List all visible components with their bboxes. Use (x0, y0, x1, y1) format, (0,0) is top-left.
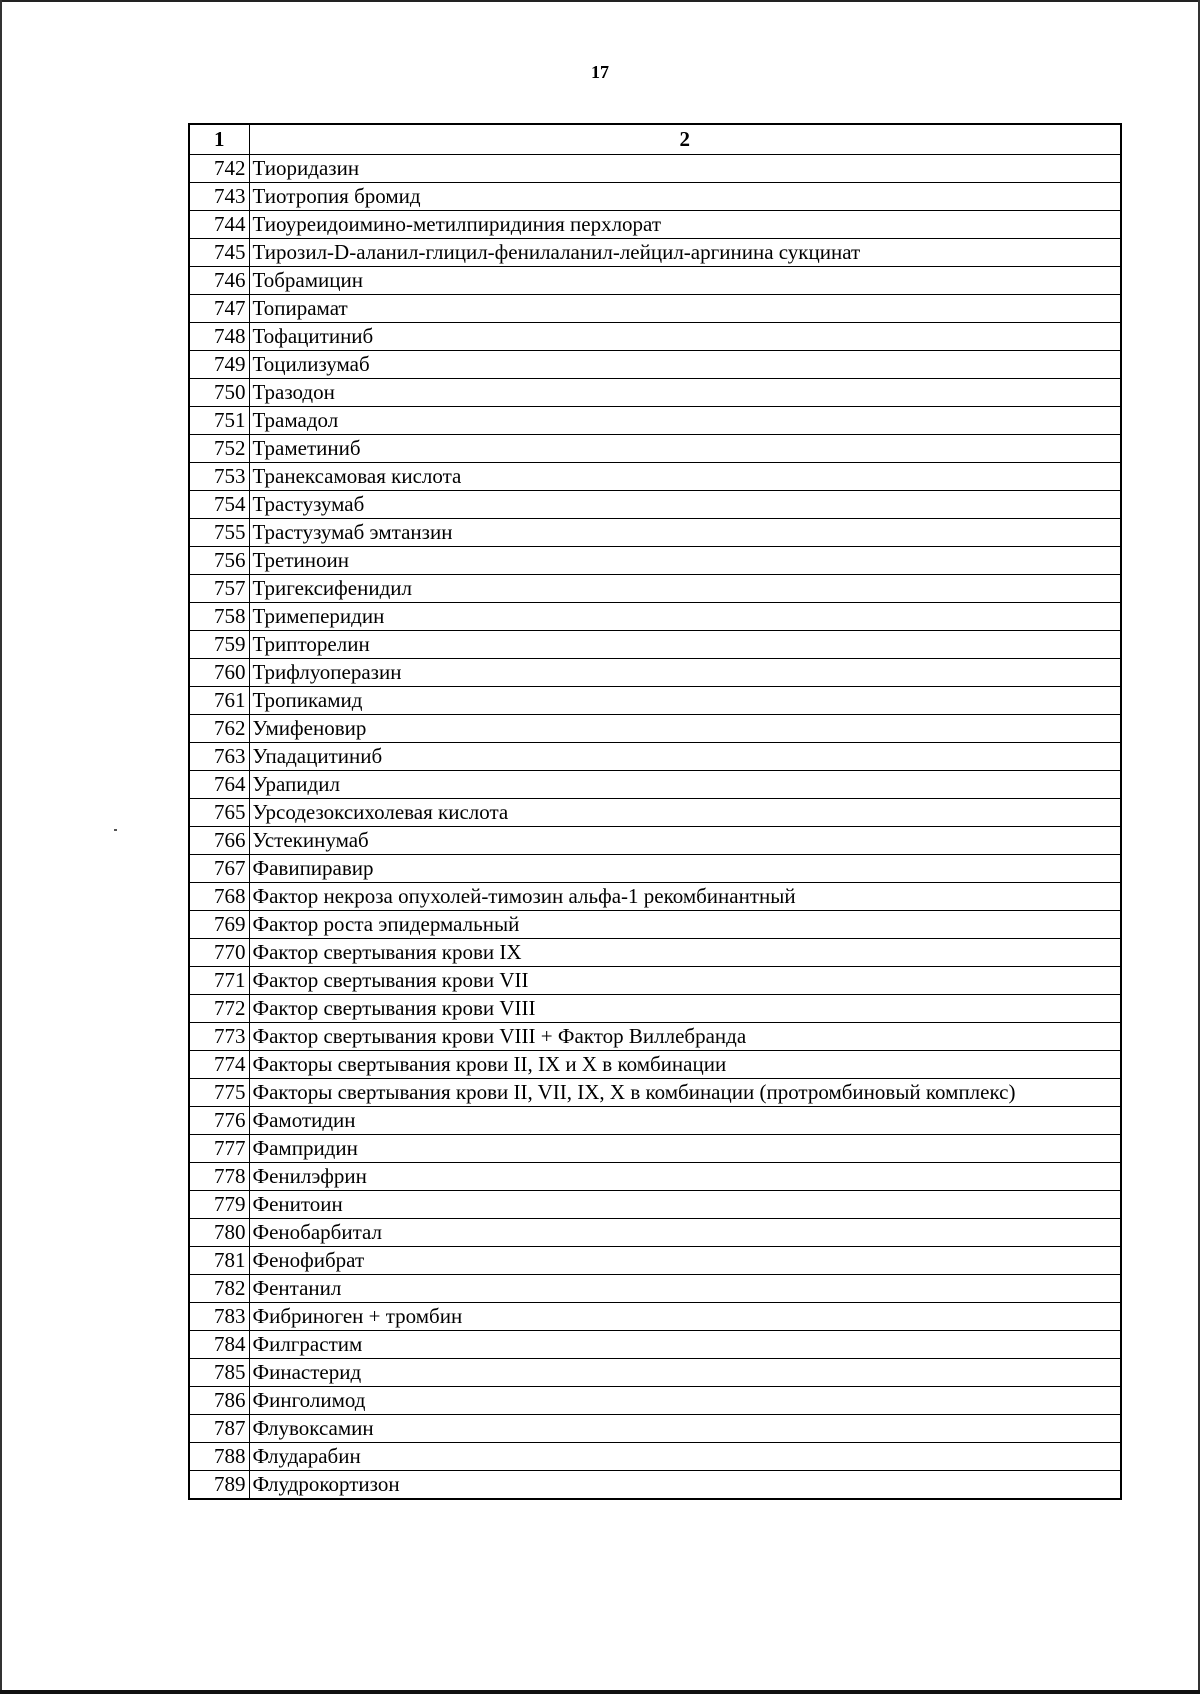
row-number: 771 (189, 967, 249, 995)
substance-name: Фактор свертывания крови VIII + Фактор Виллебранда (249, 1023, 1121, 1051)
substance-name: Фактор свертывания крови VIII (249, 995, 1121, 1023)
substance-name: Тобрамицин (249, 267, 1121, 295)
table-row (189, 379, 1121, 407)
substance-name: Фавипиравир (249, 855, 1121, 883)
substance-name: Фактор роста эпидермальный (249, 911, 1121, 939)
row-number: 763 (189, 743, 249, 771)
row-number: 743 (189, 183, 249, 211)
table-row (189, 183, 1121, 211)
table-row (189, 1079, 1121, 1107)
row-number: 759 (189, 631, 249, 659)
substance-name: Финастерид (249, 1359, 1121, 1387)
substance-name: Трастузумаб (249, 491, 1121, 519)
table-row (189, 687, 1121, 715)
substance-name: Тразодон (249, 379, 1121, 407)
row-number: 779 (189, 1191, 249, 1219)
substance-name: Фампридин (249, 1135, 1121, 1163)
substance-name: Тригексифенидил (249, 575, 1121, 603)
row-number: 782 (189, 1275, 249, 1303)
table-row (189, 1303, 1121, 1331)
table-row (189, 547, 1121, 575)
row-number: 778 (189, 1163, 249, 1191)
substance-name: Тримеперидин (249, 603, 1121, 631)
table-row (189, 491, 1121, 519)
substance-name: Тиоуреидоимино-метилпиридиния перхлорат (249, 211, 1121, 239)
row-number: 772 (189, 995, 249, 1023)
row-number: 786 (189, 1387, 249, 1415)
substance-name: Упадацитиниб (249, 743, 1121, 771)
table-row (189, 239, 1121, 267)
page-edge-bottom (0, 1690, 1200, 1694)
substance-name: Устекинумаб (249, 827, 1121, 855)
table-row (189, 939, 1121, 967)
substance-name: Факторы свертывания крови II, VII, IX, X в комбинации (протромбиновый комплекс) (249, 1079, 1121, 1107)
row-number: 751 (189, 407, 249, 435)
substance-name: Трамадол (249, 407, 1121, 435)
substance-name: Фенилэфрин (249, 1163, 1121, 1191)
row-number: 773 (189, 1023, 249, 1051)
row-number: 769 (189, 911, 249, 939)
substance-name: Тирозил-D-аланил-глицил-фенилаланил-лейцил-аргинина сукцинат (249, 239, 1121, 267)
row-number: 767 (189, 855, 249, 883)
table-row (189, 1051, 1121, 1079)
substance-name: Тоцилизумаб (249, 351, 1121, 379)
substance-name: Флударабин (249, 1443, 1121, 1471)
row-number: 780 (189, 1219, 249, 1247)
table-row (189, 575, 1121, 603)
row-number: 762 (189, 715, 249, 743)
row-number: 750 (189, 379, 249, 407)
table-row (189, 1275, 1121, 1303)
substance-name: Траметиниб (249, 435, 1121, 463)
row-number: 775 (189, 1079, 249, 1107)
row-number: 776 (189, 1107, 249, 1135)
substance-name: Флудрокортизон (249, 1471, 1121, 1500)
substance-name: Фентанил (249, 1275, 1121, 1303)
table-row (189, 211, 1121, 239)
table-row (189, 1163, 1121, 1191)
table-row (189, 1135, 1121, 1163)
table-row (189, 1443, 1121, 1471)
row-number: 785 (189, 1359, 249, 1387)
substance-name: Тиотропия бромид (249, 183, 1121, 211)
table-row (189, 351, 1121, 379)
substance-name: Филграстим (249, 1331, 1121, 1359)
substance-name: Топирамат (249, 295, 1121, 323)
substance-name: Транексамовая кислота (249, 463, 1121, 491)
substance-name: Третиноин (249, 547, 1121, 575)
table-row (189, 911, 1121, 939)
row-number: 761 (189, 687, 249, 715)
table-row (189, 295, 1121, 323)
table-row (189, 995, 1121, 1023)
row-number: 747 (189, 295, 249, 323)
row-number: 781 (189, 1247, 249, 1275)
row-number: 770 (189, 939, 249, 967)
substance-name: Фибриноген + тромбин (249, 1303, 1121, 1331)
row-number: 789 (189, 1471, 249, 1500)
table-header-row (189, 124, 1121, 155)
row-number: 757 (189, 575, 249, 603)
substance-name: Умифеновир (249, 715, 1121, 743)
substance-name: Трифлуоперазин (249, 659, 1121, 687)
row-number: 752 (189, 435, 249, 463)
table-row (189, 435, 1121, 463)
table-row (189, 631, 1121, 659)
substance-name: Трастузумаб эмтанзин (249, 519, 1121, 547)
column-header-name: 2 (249, 124, 1121, 155)
table-row (189, 463, 1121, 491)
row-number: 766 (189, 827, 249, 855)
row-number: 745 (189, 239, 249, 267)
column-header-number: 1 (189, 124, 249, 155)
table-row (189, 1219, 1121, 1247)
table-row (189, 883, 1121, 911)
row-number: 768 (189, 883, 249, 911)
row-number: 746 (189, 267, 249, 295)
table-row (189, 407, 1121, 435)
table-row (189, 855, 1121, 883)
table-row (189, 1471, 1121, 1500)
row-number: 784 (189, 1331, 249, 1359)
substance-name: Фенофибрат (249, 1247, 1121, 1275)
substance-name: Фактор свертывания крови IX (249, 939, 1121, 967)
table-row (189, 1387, 1121, 1415)
substance-name: Флувоксамин (249, 1415, 1121, 1443)
table-body (189, 155, 1121, 1500)
scan-speck (114, 829, 117, 831)
table-row (189, 1247, 1121, 1275)
table-row (189, 799, 1121, 827)
row-number: 748 (189, 323, 249, 351)
substance-name: Фамотидин (249, 1107, 1121, 1135)
table-row (189, 1023, 1121, 1051)
row-number: 777 (189, 1135, 249, 1163)
table-row (189, 967, 1121, 995)
table-row (189, 771, 1121, 799)
row-number: 756 (189, 547, 249, 575)
substance-name: Тропикамид (249, 687, 1121, 715)
page-edge-left (0, 0, 2, 1694)
table-row (189, 267, 1121, 295)
substance-name: Урапидил (249, 771, 1121, 799)
substance-name: Фактор некроза опухолей-тимозин альфа-1 рекомбинантный (249, 883, 1121, 911)
row-number: 783 (189, 1303, 249, 1331)
row-number: 744 (189, 211, 249, 239)
row-number: 760 (189, 659, 249, 687)
row-number: 764 (189, 771, 249, 799)
table-row (189, 1359, 1121, 1387)
row-number: 788 (189, 1443, 249, 1471)
table-row (189, 1415, 1121, 1443)
table-row (189, 743, 1121, 771)
table-row (189, 1107, 1121, 1135)
row-number: 774 (189, 1051, 249, 1079)
row-number: 754 (189, 491, 249, 519)
row-number: 742 (189, 155, 249, 183)
substance-name: Финголимод (249, 1387, 1121, 1415)
substance-table (188, 123, 1122, 1500)
table-row (189, 827, 1121, 855)
table-row (189, 1331, 1121, 1359)
table-row (189, 323, 1121, 351)
table-row (189, 715, 1121, 743)
row-number: 749 (189, 351, 249, 379)
table-row (189, 1191, 1121, 1219)
substance-name: Фактор свертывания крови VII (249, 967, 1121, 995)
table-row (189, 155, 1121, 183)
row-number: 765 (189, 799, 249, 827)
substance-name: Урсодезоксихолевая кислота (249, 799, 1121, 827)
table-row (189, 659, 1121, 687)
substance-name: Тиоридазин (249, 155, 1121, 183)
page-number: 17 (591, 62, 609, 82)
row-number: 755 (189, 519, 249, 547)
page-edge-top (0, 0, 1200, 2)
substance-name: Тофацитиниб (249, 323, 1121, 351)
substance-name: Трипторелин (249, 631, 1121, 659)
substance-name: Фенитоин (249, 1191, 1121, 1219)
substance-name: Факторы свертывания крови II, IX и X в комбинации (249, 1051, 1121, 1079)
row-number: 787 (189, 1415, 249, 1443)
substance-name: Фенобарбитал (249, 1219, 1121, 1247)
table-row (189, 519, 1121, 547)
table-row (189, 603, 1121, 631)
row-number: 758 (189, 603, 249, 631)
row-number: 753 (189, 463, 249, 491)
